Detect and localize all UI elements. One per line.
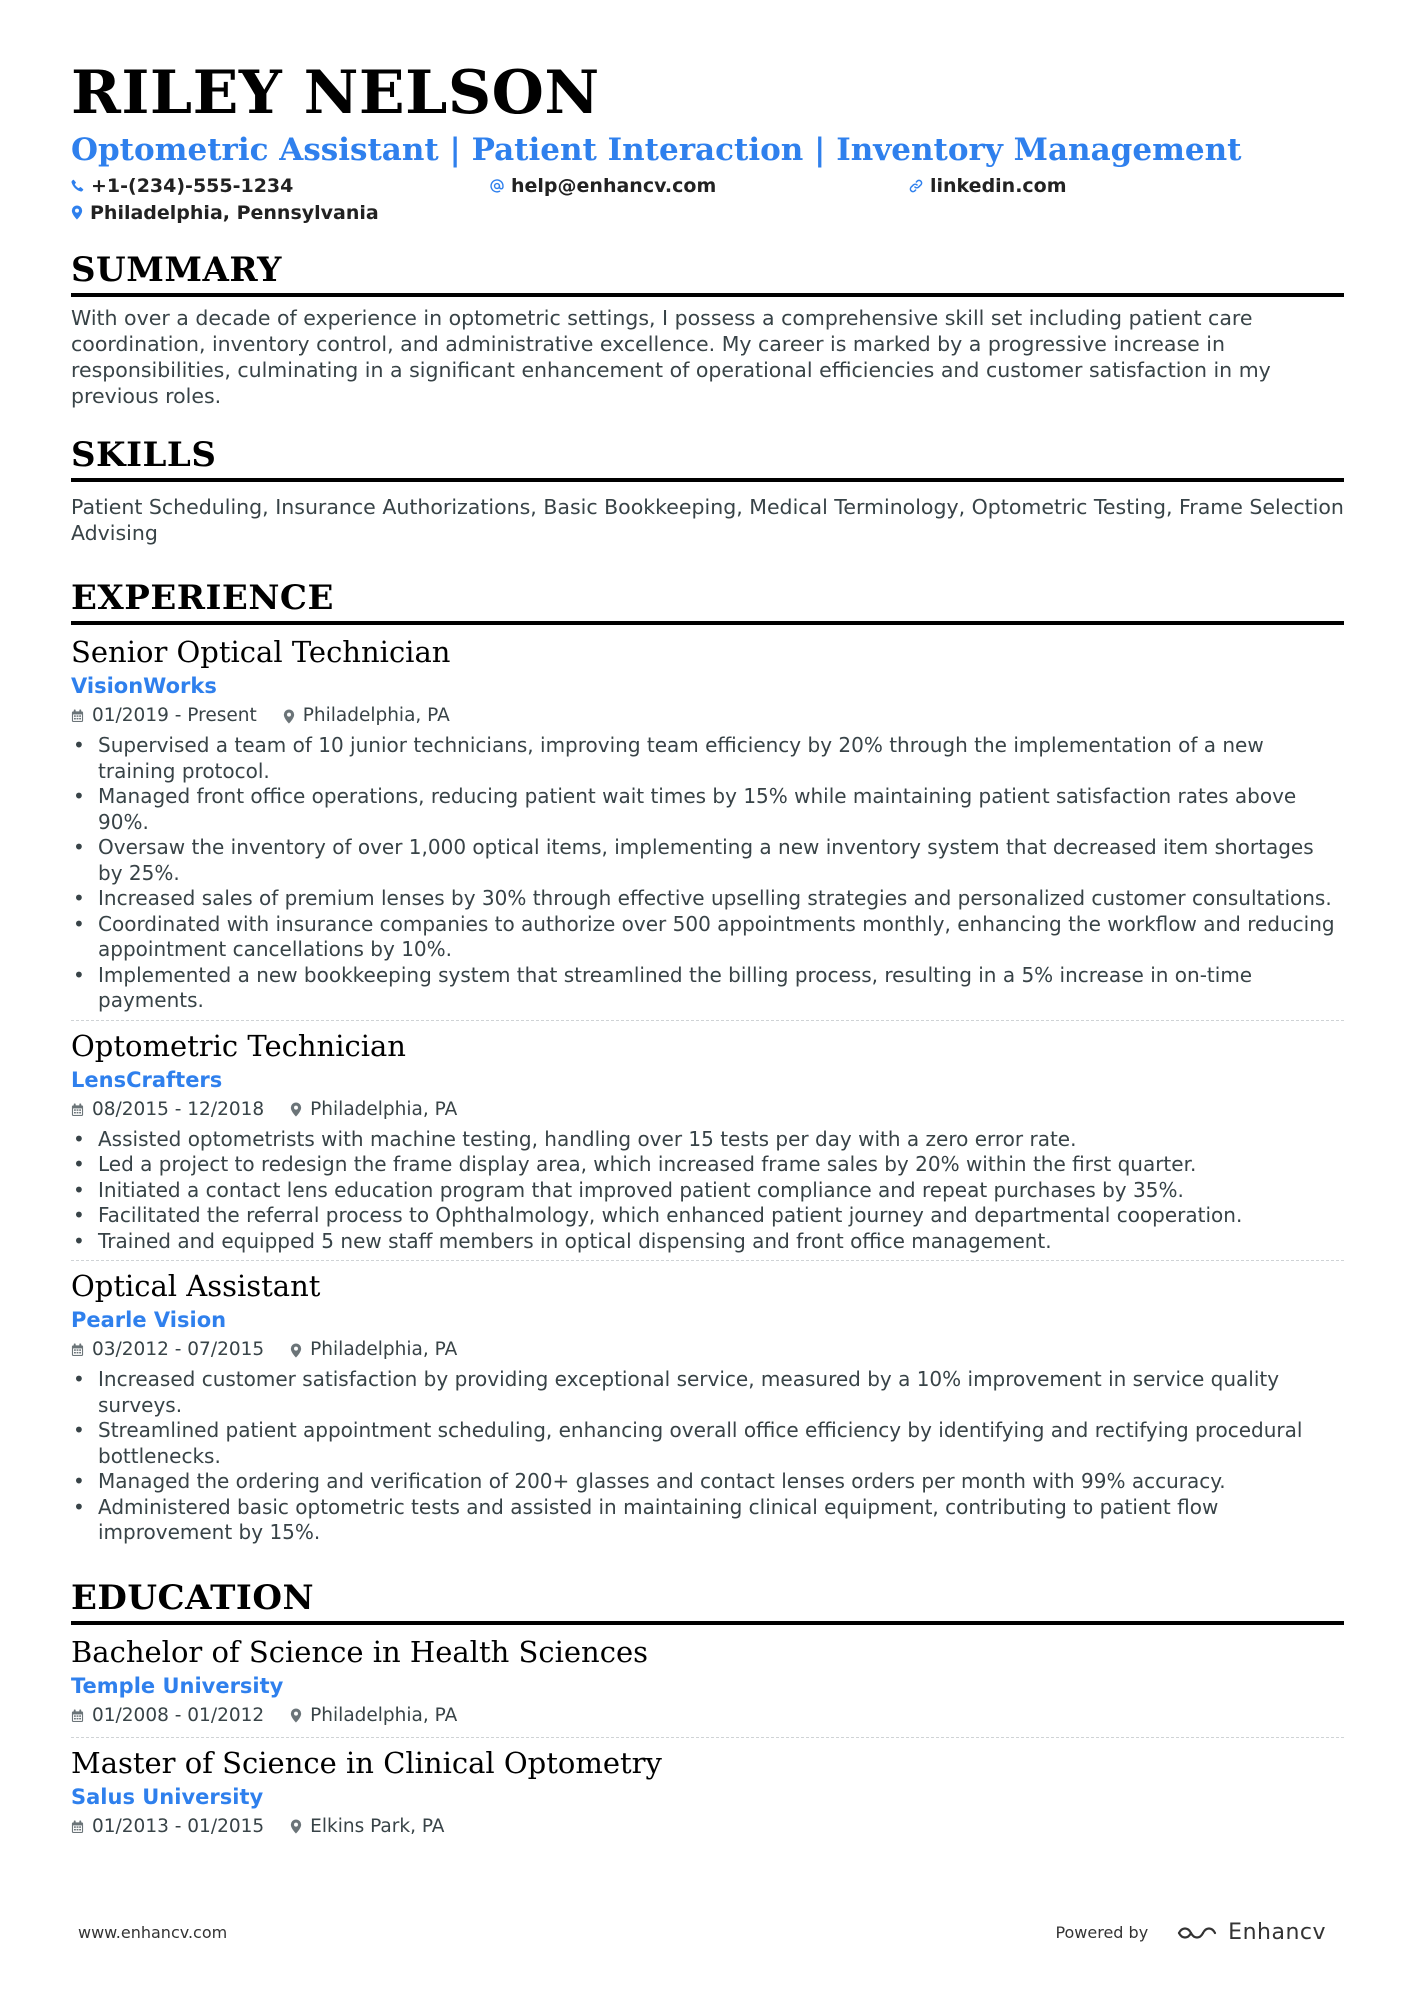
education-meta <box>71 1812 1344 1842</box>
email-text: help@enhancv.com <box>511 174 717 197</box>
education-heading: EDUCATION <box>71 1576 1344 1625</box>
job-title: Optical Assistant <box>71 1269 321 1303</box>
job-bullets <box>71 733 1344 1014</box>
summary-heading: SUMMARY <box>71 248 1344 297</box>
job-location: Philadelphia, PA <box>310 1339 458 1360</box>
degree-title: Bachelor of Science in Health Sciences <box>71 1634 648 1669</box>
job-meta <box>71 1095 1344 1125</box>
bullet-item: • Streamlined patient appointment scheduling, enhancing overall office efficiency by identifying and rectifying procedural bottlenecks. <box>71 1418 1344 1469</box>
powered-by-label: Powered by <box>1055 1923 1149 1942</box>
calendar-icon <box>71 1343 84 1357</box>
job-location: Philadelphia, PA <box>302 705 450 726</box>
education-entry <box>71 1633 1344 1737</box>
bullet-item: • Trained and equipped 5 new staff members in optical dispensing and front office management. <box>71 1229 1344 1255</box>
location-pin-icon <box>283 709 295 724</box>
job-title: Optometric Technician <box>71 1028 406 1063</box>
enhancv-brand: Enhancv <box>1228 1920 1326 1945</box>
bullet-item: • Supervised a team of 10 junior technicians, improving team efficiency by 20% through the implementation of a new training protocol. <box>71 733 1344 784</box>
bullet-item: • Assisted optometrists with machine testing, handling over 15 tests per day with a zero error rate. <box>71 1127 1344 1153</box>
company-name: VisionWorks <box>71 674 217 698</box>
phone-text: +1-(234)-555-1234 <box>91 174 294 197</box>
education-meta <box>71 1701 1344 1731</box>
experience-entry <box>71 1260 1344 1552</box>
education-location: Elkins Park, PA <box>310 1815 445 1837</box>
link-icon <box>909 179 923 193</box>
enhancv-logo-icon <box>1176 1922 1222 1944</box>
skills-text: Patient Scheduling, Insurance Authorizations, Basic Bookkeeping, Medical Terminology, Optometric Testing, Frame Selection Advising <box>71 495 1344 545</box>
calendar-icon <box>71 1709 84 1723</box>
location-pin-icon <box>290 1708 302 1723</box>
job-title: Senior Optical Technician <box>71 635 451 669</box>
bullet-item: • Administered basic optometric tests and assisted in maintaining clinical equipment, contributing to patient flow improvement by 15%. <box>71 1495 1344 1546</box>
school-name: Salus University <box>71 1784 264 1809</box>
contact-phone[interactable] <box>71 172 490 199</box>
contact-linkedin[interactable] <box>909 172 1328 199</box>
education-dates: 01/2008 - 01/2012 <box>92 1704 265 1726</box>
skills-section <box>71 433 1344 546</box>
calendar-icon <box>71 709 84 723</box>
bullet-item: • Oversaw the inventory of over 1,000 optical items, implementing a new inventory system that decreased item shortages by 25%. <box>71 835 1344 886</box>
experience-heading: EXPERIENCE <box>71 576 1344 625</box>
calendar-icon <box>71 1820 84 1834</box>
job-bullets <box>71 1127 1344 1255</box>
experience-entry <box>71 633 1344 1020</box>
bullet-item: • Led a project to redesign the frame display area, which increased frame sales by 20% within the first quarter. <box>71 1152 1344 1178</box>
summary-text: With over a decade of experience in optometric settings, I possess a comprehensive skill set including patient care coordination, inventory control, and administrative excellence. My career is marked by a progressive increase in responsibilities, culminating in a significant enhancement of operational efficiencies and customer satisfaction in my previous roles. <box>71 306 1271 408</box>
linkedin-text: linkedin.com <box>930 174 1067 197</box>
bullet-item: • Increased customer satisfaction by providing exceptional service, measured by a 10% improvement in service quality surveys. <box>71 1367 1344 1418</box>
calendar-icon <box>71 1103 84 1117</box>
location-pin-icon <box>290 1343 302 1358</box>
at-icon <box>490 179 504 193</box>
experience-entry <box>71 1020 1344 1261</box>
candidate-name: RILEY NELSON <box>71 58 600 128</box>
job-dates: 01/2019 - Present <box>92 705 257 726</box>
bullet-item: • Facilitated the referral process to Ophthalmology, which enhanced patient journey and departmental cooperation. <box>71 1203 1344 1229</box>
education-entry <box>71 1737 1344 1848</box>
bullet-item: • Managed the ordering and verification of 200+ glasses and contact lenses orders per month with 99% accuracy. <box>71 1469 1344 1495</box>
location-pin-icon <box>290 1102 302 1117</box>
powered-by[interactable] <box>1055 1920 1326 1945</box>
degree-title: Master of Science in Clinical Optometry <box>71 1745 662 1780</box>
experience-section <box>71 576 1344 1552</box>
education-dates: 01/2013 - 01/2015 <box>92 1815 265 1837</box>
bullet-item: • Managed front office operations, reducing patient wait times by 15% while maintaining patient satisfaction rates above 90%. <box>71 784 1344 835</box>
job-bullets <box>71 1367 1344 1546</box>
job-location: Philadelphia, PA <box>310 1098 458 1120</box>
bullet-item: • Implemented a new bookkeeping system that streamlined the billing process, resulting in a 5% increase in on-time payments. <box>71 963 1344 1014</box>
footer-website[interactable]: www.enhancv.com <box>78 1923 228 1942</box>
candidate-headline: Optometric Assistant | Patient Interaction | Inventory Management <box>71 132 1242 168</box>
job-meta <box>71 1335 1344 1365</box>
resume-header <box>71 58 1344 226</box>
page-footer <box>78 1920 1326 1945</box>
bullet-item: • Coordinated with insurance companies to authorize over 500 appointments monthly, enhancing the workflow and reducing appointment cancellations by 10%. <box>71 912 1344 963</box>
location-pin-icon <box>71 205 83 220</box>
phone-icon <box>71 179 84 192</box>
job-dates: 08/2015 - 12/2018 <box>92 1098 265 1120</box>
bullet-item: • Initiated a contact lens education program that improved patient compliance and repeat purchases by 35%. <box>71 1178 1344 1204</box>
school-name: Temple University <box>71 1673 284 1698</box>
location-pin-icon <box>290 1819 302 1834</box>
job-meta <box>71 701 1344 731</box>
contact-info <box>71 172 1344 226</box>
bullet-item: • Increased sales of premium lenses by 30% through effective upselling strategies and personalized customer consultations. <box>71 886 1344 912</box>
company-name: Pearle Vision <box>71 1308 227 1332</box>
contact-email[interactable] <box>490 172 909 199</box>
location-text: Philadelphia, Pennsylvania <box>90 201 379 224</box>
education-location: Philadelphia, PA <box>310 1704 458 1726</box>
education-section <box>71 1576 1344 1848</box>
summary-section <box>71 248 1344 409</box>
job-dates: 03/2012 - 07/2015 <box>92 1339 265 1360</box>
contact-location <box>71 199 490 226</box>
skills-heading: SKILLS <box>71 433 1344 482</box>
company-name: LensCrafters <box>71 1067 223 1092</box>
